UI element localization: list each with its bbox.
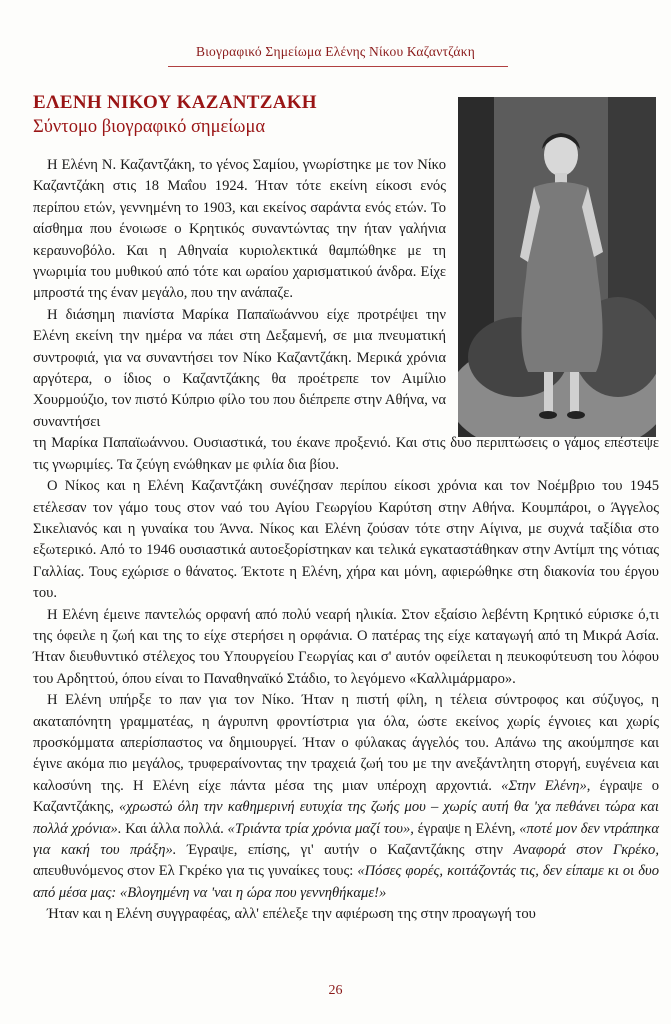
header-rule: [168, 66, 508, 67]
running-head: Βιογραφικό Σημείωμα Ελένης Νίκου Καζαντζάκη: [196, 44, 475, 59]
paragraph-6: Ήταν και η Ελένη συγγραφέας, αλλ' επέλεξε την αφιέρωση της στην προαγωγή του: [47, 906, 536, 923]
paragraph-1: Η Ελένη Ν. Καζαντζάκη, το γένος Σαμίου, γνωρίστηκε με τον Νίκο Καζαντζάκη στις 18 Μαΐου 1924. Ήταν τότε εκείνη είκοσι ενός περίπου ετών, γεννημένη το 1903, και εκείνος σαράντα ενός ετών. Το αίσθημα που ένοιωσε ο Κρητικός συναντώντας την ήταν γαλήνια κεραυνοβόλο. Και η Αθηναία κυριολεκτικά θαμπώθηκε με τη γνωριμία του μυθικού από τότε και ωραίου χαρισματικού άνδρα. Είχε μπροστά της έναν μεγάλο, που την ανάπαζε.: [33, 157, 446, 302]
quote-5: Αναφορά στον Γκρέκο,: [513, 842, 659, 858]
paragraph-5-lead: Η Ελένη υπήρξε το παν για τον Νίκο. Ήταν η πιστή φίλη, η τέλεια σύντροφος και σύζυγος, η ακαταπόνητη γραμματέας, η άγρυπνη φροντίστρια για όλα, ώστε εκείνος χωρίς έγνοιες και χωρίς προσκόμματα απερίσπαστος να δημιουργεί. Ήταν ο φύλακας άγγελός του. Απάνω της ακούμπησε και έγινε ακόμα πιο μεγάλος, τρυφεραίνοντας την τραχειά ζωή του με την ανεξάντλητη στοργή, ευγένεια και καλοσύνη της. Η Ελένη είχε πάντα μέσα της μιαν υπέροχη αρχοντιά.: [33, 692, 659, 794]
text-1: , έγραψε ο Καζαντζάκης,: [33, 777, 659, 816]
article-subtitle: Σύντομο βιογραφικό σημείωμα: [33, 117, 266, 137]
paragraph-3: Ο Νίκος και η Ελένη Καζαντζάκη συνέζησαν περίπου είκοσι χρόνια και τον Νοέμβριο του 1945 ετέλεσαν τον γάμο τους στον ναό του Αγίου Γεωργίου Καρύτση στην Αθήνα. Κουμπάροι, ο Άγγελος Σικελιανός και η γυναίκα του Άννα. Νίκος και Ελένη ζούσαν τότε στην Αίγινα, με συχνά ταξίδια στο εξωτερικό. Από το 1946 ουσιαστικά αυτοεξορίστηκαν και τελικά εγκαταστάθηκαν στην Αντίμπ της νότιας Γαλλίας. Τους εχώρισε ο θάνατος. Έκτοτε η Ελένη, χήρα και μόνη, αφιερώθηκε στη διακονία του έργου του.: [33, 478, 659, 602]
paragraph-2: Η διάσημη πιανίστα Μαρίκα Παπαϊωάννου είχε προτρέψει την Ελένη εκείνη την ημέρα να πάει στη Δεξαμενή, σε μια πνευματική συντροφιά, για να συναντήσει τον Νίκο Καζαντζάκη. Μερικά χρόνια αργότερα, ο ίδιος ο Καζαντζάκης θα προέτρεπε τον Αιμίλιο Χουρμούζιο, τον πιστό Κύπριο φίλο του που διέπρεπε στην Αθήνα, να συναντήσει: [33, 306, 446, 430]
paragraph-4: Η Ελένη έμεινε παντελώς ορφανή από πολύ νεαρή ηλικία. Στον εξαίσιο λεβέντη Κρητικό εύρισκε ό,τι της όφειλε η ζωή και της το είχε στερήσει η ορφάνια. Ο πατέρας της είχε καταγωγή από τη Μικρά Ασία. Ήταν διευθυντικό στέλεχος του Υπουργείου Γεωργίας και σ' αυτόν οφείλεται η πευκοφύτευση του λόφου του Αρδηττού, όπου είναι το Παναθηναϊκό Στάδιο, το λεγόμενο «Καλλιμάρμαρο».: [33, 606, 659, 687]
quote-2: «χρωστώ όλη την καθημερινή ευτυχία της ζωής μου – χωρίς αυτή θα 'χα πεθάνει τώρα και πολλά χρόνια».: [33, 799, 659, 837]
text-5: απευθυνόμενος στον Ελ Γκρέκο για τις γυναίκες τους:: [33, 863, 354, 880]
article-body: [33, 155, 659, 926]
text-3: έγραψε η Ελένη,: [417, 820, 516, 837]
text-4: Έγραψε, επίσης, γι' αυτήν ο Καζαντζάκης στην: [186, 842, 504, 858]
quote-3: «Τριάντα τρία χρόνια μαζί του»,: [227, 820, 414, 837]
quote-6: «Πόσες φορές, κοιτάζοντάς τις, δεν είπαμε κι οι δυο από μέσα μας: «Βλογημένη να 'ναι η ώρα που γεννηθήκαμε!»: [33, 863, 659, 901]
quote-1: «Στην Ελένη»: [501, 777, 587, 794]
paragraph-2-continued: τη Μαρίκα Παπαϊωάννου. Ουσιαστικά, του έκανε προξενιό. Και στις δυο περιπτώσεις ο γάμος επέστεψε τις γνωριμίες. Τα ζεύγη ενώθηκαν με φιλία δια βίου.: [33, 435, 659, 473]
quote-4: «ποτέ μον δεν ντράπηκα για κακή του πράξη».: [33, 820, 659, 858]
page-number: 26: [328, 983, 343, 998]
paragraph-5: [33, 690, 659, 904]
article-title: ΕΛΕΝΗ ΝΙΚΟΥ ΚΑΖΑΝΤΖΑΚΗ: [33, 92, 317, 113]
text-2: Και άλλα πολλά.: [125, 820, 224, 837]
